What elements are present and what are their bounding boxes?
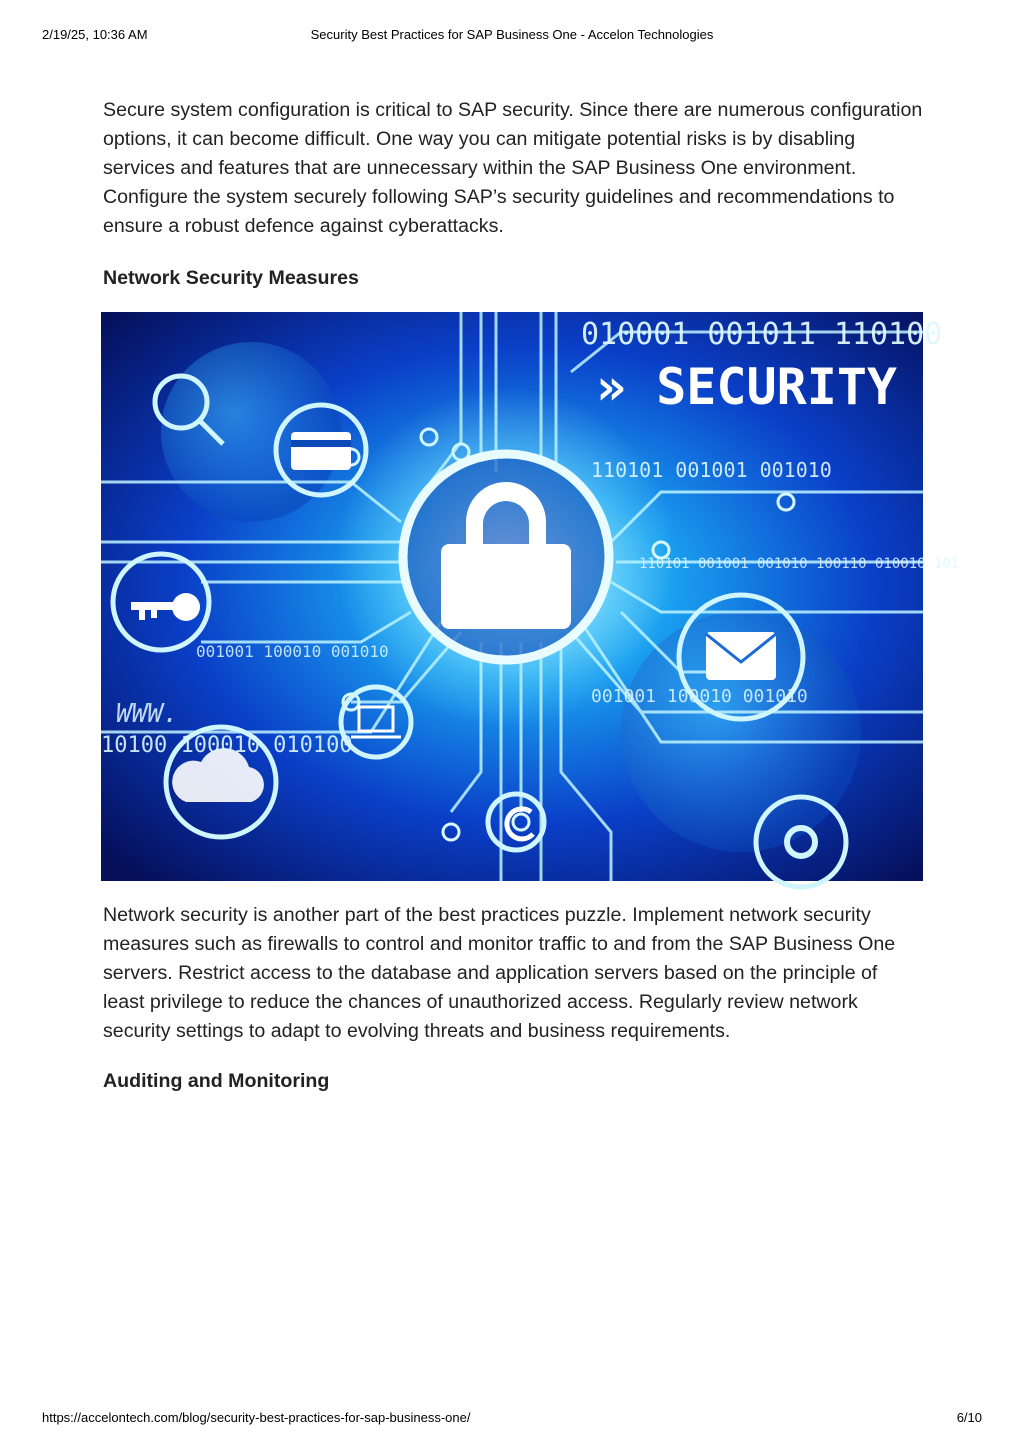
print-url: https://accelontech.com/blog/security-best-practices-for-sap-business-one/: [42, 1410, 471, 1425]
www-label: WWW.: [116, 699, 179, 729]
card-icon: [291, 432, 351, 470]
print-page-title: Security Best Practices for SAP Business One - Accelon Technologies: [310, 27, 714, 42]
binary-line-4: 001001 100010 001010: [591, 686, 808, 707]
mail-icon: [706, 632, 776, 680]
security-illustration: [101, 312, 960, 881]
binary-line-3: 10100 100010 010100: [101, 733, 353, 758]
heading-network-security: Network Security Measures: [103, 267, 359, 289]
print-datetime: 2/19/25, 10:36 AM: [42, 27, 148, 42]
binary-line-2: 001001 100010 001010: [196, 642, 389, 661]
paragraph-network-security: Network security is another part of the best practices puzzle. Implement network security measures such as firewalls to control and monitor traffic to and from the SAP Business One servers. Restrict access to the database and application servers based on the principle of least privilege to reduce the chances of unauthorized access. Regularly review network security settings to adapt to evolving threats and business requirements.: [103, 904, 896, 1042]
binary-line-5: 110101 001001 001010 100110 010010 101: [639, 556, 960, 572]
heading-auditing: Auditing and Monitoring: [103, 1070, 330, 1092]
security-word: » SECURITY «: [596, 358, 958, 416]
binary-top: 010001 001011 110100: [581, 317, 943, 352]
article-content: [101, 96, 960, 1093]
binary-line-1: 110101 001001 001010: [591, 458, 832, 482]
paragraph-configuration: Secure system configuration is critical to SAP security. Since there are numerous configuration options, it can become difficult. One way you can mitigate potential risks is by disabling services and features that are unnecessary within the SAP Business One environment. Configure the system securely following SAP’s security guidelines and recommendations to ensure a robust defence against cyberattacks.: [103, 99, 923, 237]
print-page-number: 6/10: [956, 1410, 982, 1425]
